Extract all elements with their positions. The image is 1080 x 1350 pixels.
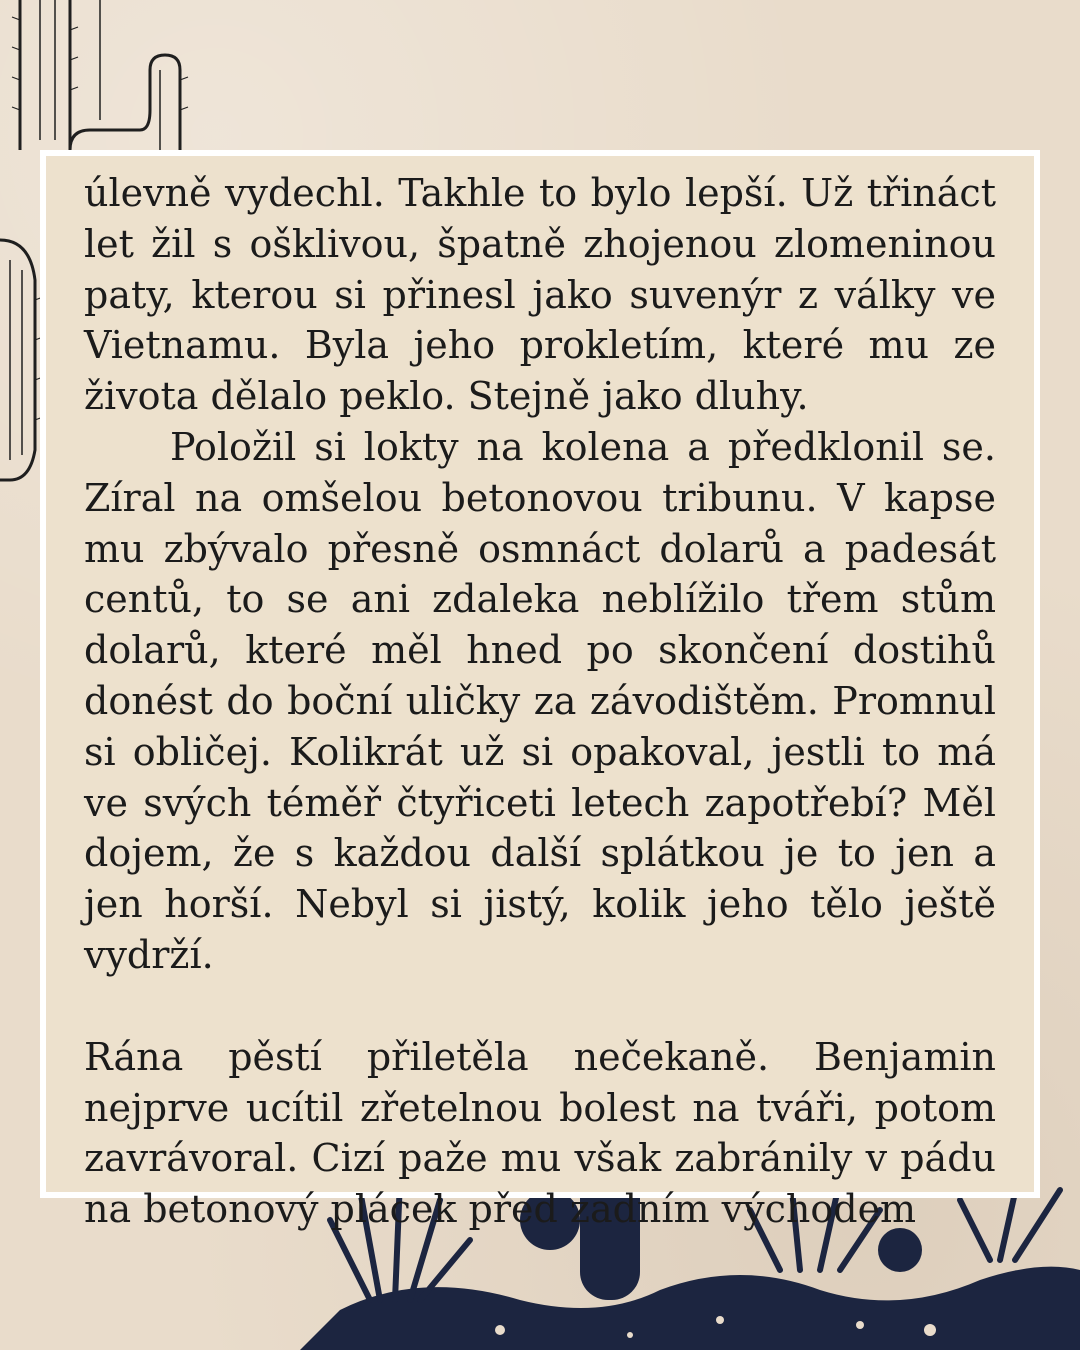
- paragraph-3: Rána pěstí přiletěla nečekaně. Benjamin nejprve ucítil zřetelnou bolest na tváři, potom zavrávoral. Cizí paže mu však zabránily v pádu na betonový plácek před zadním východem: [84, 1034, 996, 1232]
- text-frame: [40, 150, 1040, 1232]
- paragraph-2: Položil si lokty na kolena a předklonil se. Zíral na omšelou betonovou tribunu. V kapse mu zbývalo přesně osmnáct dolarů a padesát centů, to se ani zdaleka neblížilo třem stům dolarů, které měl hned po skončení dostihů donést do boční uličky za závodištěm. Promnul si obličej. Kolikrát už si opakoval, jestli to má ve svých téměř čtyřiceti letech zapotřebí? Měl dojem, že s každou další splátkou je to jen a jen horší. Nebyl si jistý, kolik jeho tělo ještě vydrží.: [84, 424, 996, 977]
- paragraph-1: úlevně vydechl. Takhle to bylo lepší. Už třináct let žil s ošklivou, špatně zhojenou zlomeninou paty, kterou si přinesl jako suvenýr z války ve Vietnamu. Byla jeho prokletím, které mu ze života dělalo peklo. Stejně jako dluhy.: [84, 171, 996, 419]
